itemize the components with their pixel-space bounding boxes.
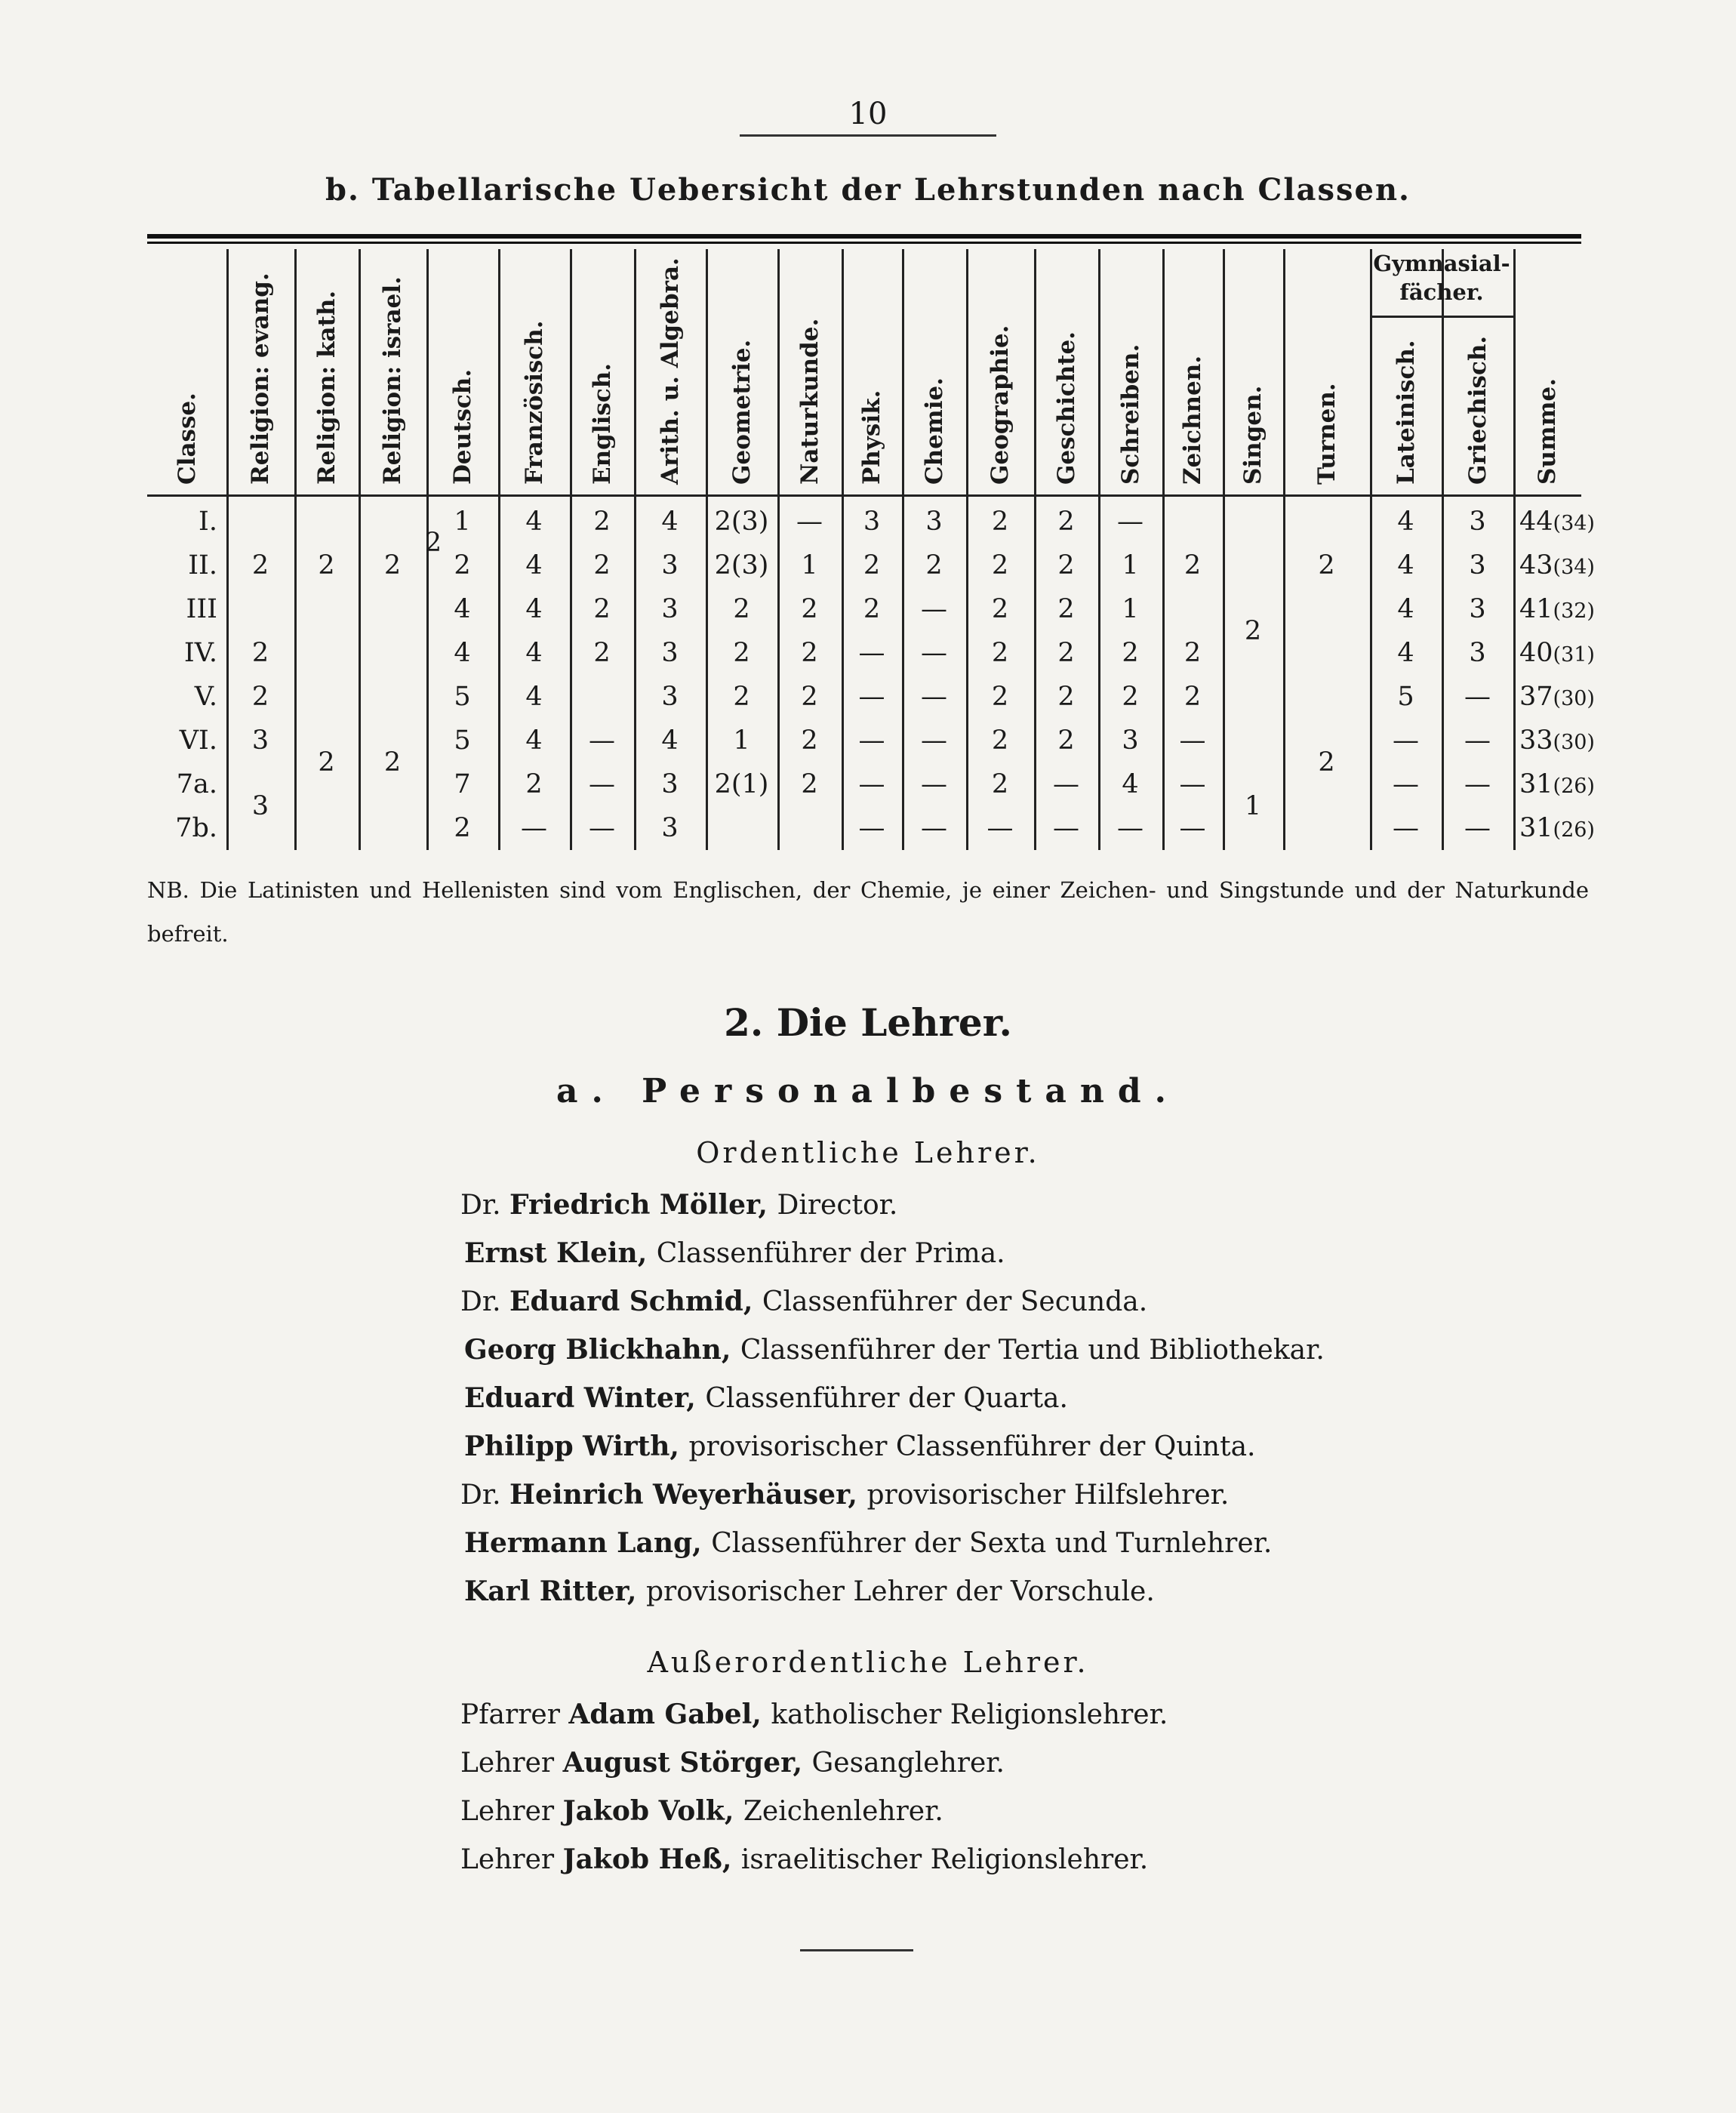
teacher-entry	[460, 1843, 1148, 1875]
table-cell: 1	[1122, 550, 1139, 581]
table-cell: 4	[454, 638, 471, 668]
column-header-label: Religion: kath.	[312, 290, 340, 485]
column-header-label: Englisch.	[588, 362, 616, 485]
merged-cell: 2	[1318, 550, 1335, 581]
table-cell: 5	[1397, 682, 1414, 712]
table-cell: 43(34)	[1519, 550, 1595, 581]
table-cell: 2(3)	[714, 507, 769, 537]
table-cell: 33(30)	[1519, 725, 1595, 756]
teacher-prefix: Lehrer	[460, 1748, 563, 1779]
table-cell: —	[1179, 725, 1206, 756]
table-cell: —	[521, 813, 547, 843]
ausserordentliche-title: Außerordentliche Lehrer.	[647, 1646, 1089, 1679]
column-header	[777, 249, 842, 491]
merged-cell: 2	[383, 550, 402, 581]
gym-group-header: Gymnasial-fächer.	[1373, 251, 1510, 305]
section-title: 2. Die Lehrer.	[724, 1000, 1012, 1045]
column-header-label: Chemie.	[920, 377, 948, 485]
table-cell: —	[1117, 507, 1143, 537]
table-cell: 3	[661, 769, 679, 799]
column-header	[1098, 249, 1162, 491]
table-cell: 2	[991, 594, 1009, 624]
table-cell: 2	[1183, 682, 1202, 712]
merged-cell: 2	[318, 747, 335, 778]
table-cell: 2	[863, 550, 881, 581]
column-header-label: Deutsch.	[448, 368, 476, 485]
merged-cell: 3	[251, 791, 269, 821]
column-header-label: Physik.	[858, 390, 885, 485]
table-cell: 2	[991, 769, 1009, 799]
summe-alt: (34)	[1553, 556, 1595, 579]
teacher-entry	[460, 1795, 943, 1827]
table-cell: —	[921, 594, 947, 624]
column-header-label: Geographie.	[987, 325, 1014, 485]
column-header-label: Religion: evang.	[247, 273, 274, 485]
teacher-prefix: Dr.	[460, 1480, 510, 1511]
column-header-label: Arith. u. Algebra.	[656, 257, 684, 485]
teacher-name: Jakob Heß,	[562, 1843, 741, 1875]
column-header-label: Zeichnen.	[1179, 355, 1206, 485]
table-cell: —	[1393, 769, 1419, 799]
table-cell: —	[1053, 769, 1079, 799]
ordentliche-title: Ordentliche Lehrer.	[696, 1136, 1040, 1169]
table-cell: —	[921, 638, 947, 668]
column-header-label: Schreiben.	[1116, 343, 1144, 485]
table-cell: —	[921, 813, 947, 843]
table-heading: b. Tabellarische Uebersicht der Lehrstunden nach Classen.	[325, 172, 1411, 208]
table-cell: 4	[1397, 594, 1414, 624]
teacher-role: Zeichenlehrer.	[743, 1796, 943, 1827]
table-cell: 3	[1469, 638, 1486, 668]
table-cell: 2	[801, 769, 818, 799]
column-header	[294, 249, 359, 491]
summe-alt: (34)	[1553, 512, 1595, 535]
table-cell: —	[589, 725, 615, 756]
column-header-label: Summe.	[1534, 377, 1561, 485]
table-cell: 5	[454, 682, 471, 712]
row-label: VI.	[179, 725, 217, 756]
table-cell: 31(26)	[1519, 813, 1595, 843]
table-cell: 4	[525, 507, 543, 537]
table-cell: 2	[1057, 550, 1075, 581]
teacher-role: provisorischer Classenführer der Quinta.	[688, 1431, 1256, 1462]
table-cell: —	[921, 769, 947, 799]
column-header	[359, 249, 426, 491]
table-cell: 2	[1057, 638, 1075, 668]
column-header	[498, 249, 570, 491]
table-cell: 4	[525, 550, 543, 581]
summe-alt: (26)	[1553, 818, 1595, 842]
teacher-entry	[460, 1479, 1229, 1511]
table-cell: 2	[454, 813, 471, 843]
table-cell: 2	[733, 682, 750, 712]
teacher-entry	[464, 1334, 1325, 1366]
merged-cell: 2	[424, 528, 442, 558]
teacher-name: Ernst Klein,	[464, 1237, 657, 1269]
column-header	[1370, 321, 1442, 491]
teacher-role: Gesanglehrer.	[811, 1748, 1005, 1779]
table-cell: 2	[1122, 682, 1139, 712]
teacher-name: August Störger,	[562, 1747, 812, 1779]
column-header-label: Singen.	[1239, 385, 1267, 485]
section-subtitle: a. Personalbestand.	[556, 1072, 1180, 1110]
table-cell: 2	[593, 550, 611, 581]
table-cell: 2	[1057, 725, 1075, 756]
teacher-entry	[464, 1527, 1272, 1559]
merged-cell: 2	[1183, 550, 1202, 581]
table-cell: —	[1053, 813, 1079, 843]
table-cell: 44(34)	[1519, 507, 1595, 537]
table-cell: 4	[525, 638, 543, 668]
table-cell: —	[858, 638, 885, 668]
table-cell: 7	[454, 769, 471, 799]
teacher-prefix: Dr.	[460, 1190, 510, 1221]
row-label: 7a.	[176, 769, 217, 799]
teacher-role: israelitischer Religionslehrer.	[740, 1844, 1149, 1875]
column-header-label: Geschichte.	[1052, 331, 1080, 485]
merged-cell: 2	[383, 747, 402, 778]
teacher-name: Philipp Wirth,	[464, 1431, 689, 1462]
table-cell: —	[987, 813, 1014, 843]
table-cell: 4	[1397, 507, 1414, 537]
teacher-role: provisorischer Lehrer der Vorschule.	[645, 1576, 1155, 1607]
teacher-name: Karl Ritter,	[464, 1576, 646, 1607]
column-header	[226, 249, 294, 491]
teacher-role: provisorischer Hilfslehrer.	[866, 1480, 1230, 1511]
table-cell: 2	[863, 594, 881, 624]
table-cell: 37(30)	[1519, 682, 1595, 712]
table-note: NB. Die Latinisten und Hellenisten sind vom Englischen, der Chemie, je einer Zeichen- und Singstunde und der Naturkunde befreit.	[147, 877, 1589, 947]
table-cell: —	[1393, 813, 1419, 843]
table-cell: 1	[801, 550, 818, 581]
column-header	[1223, 249, 1283, 491]
table-cell: 3	[1469, 594, 1486, 624]
teacher-name: Friedrich Möller,	[509, 1189, 777, 1221]
table-cell: 2	[251, 638, 269, 668]
merged-cell: 1	[1244, 791, 1262, 821]
teacher-entry	[460, 1286, 1147, 1317]
table-cell: 40(31)	[1519, 638, 1595, 668]
table-cell: 5	[454, 725, 471, 756]
table-cell: —	[858, 682, 885, 712]
bottom-rule	[800, 1949, 913, 1951]
column-header-label: Französisch.	[520, 320, 548, 485]
table-cell: —	[921, 725, 947, 756]
table-cell: 2	[593, 507, 611, 537]
table-header-rule	[147, 494, 1581, 497]
teacher-role: katholischer Religionslehrer.	[771, 1699, 1168, 1730]
table-top-rule-thin	[147, 242, 1581, 244]
table-cell: 4	[525, 682, 543, 712]
row-label: V.	[194, 682, 217, 712]
merged-cell: 2	[1318, 747, 1335, 778]
teacher-role: Classenführer der Tertia und Bibliothekar.	[740, 1335, 1325, 1366]
table-cell: —	[1179, 813, 1206, 843]
table-cell: 3	[661, 638, 679, 668]
column-header-label: Turnen.	[1313, 383, 1340, 485]
column-header	[842, 249, 902, 491]
table-cell: 2	[525, 769, 543, 799]
table-cell: —	[1464, 682, 1491, 712]
table-cell: —	[1393, 725, 1419, 756]
table-cell: 1	[733, 725, 750, 756]
column-header	[706, 249, 777, 491]
table-top-rule	[147, 234, 1581, 239]
table-cell: 4	[454, 594, 471, 624]
table-cell: 3	[661, 682, 679, 712]
table-cell: 2	[1122, 638, 1139, 668]
teacher-role: Classenführer der Sexta und Turnlehrer.	[711, 1528, 1273, 1559]
table-cell: 2	[454, 550, 471, 581]
table-cell: 2	[991, 507, 1009, 537]
teacher-prefix: Dr.	[460, 1286, 510, 1317]
teacher-prefix: Pfarrer	[460, 1699, 569, 1730]
teacher-entry	[464, 1237, 1005, 1269]
column-header	[147, 249, 226, 491]
table-cell: 3	[1469, 507, 1486, 537]
table-cell: 41(32)	[1519, 594, 1595, 624]
column-header-label: Geometrie.	[728, 339, 756, 485]
page-number: 10	[848, 97, 888, 131]
summe-alt: (30)	[1553, 687, 1595, 710]
table-cell: —	[1179, 769, 1206, 799]
table-cell: 3	[925, 507, 943, 537]
table-cell: 2	[593, 638, 611, 668]
teacher-entry	[464, 1382, 1068, 1414]
teacher-role: Classenführer der Quarta.	[705, 1383, 1068, 1414]
table-cell: 1	[1122, 594, 1139, 624]
merged-cell: 2	[1244, 616, 1262, 646]
table-cell: 4	[1122, 769, 1139, 799]
teacher-role: Director.	[777, 1190, 898, 1221]
table-cell: 31(26)	[1519, 769, 1595, 799]
table-cell: —	[858, 813, 885, 843]
table-cell: 2	[991, 682, 1009, 712]
table-cell: —	[1464, 725, 1491, 756]
table-cell: 3	[251, 725, 269, 756]
table-cell: 4	[1397, 550, 1414, 581]
teacher-entry	[464, 1576, 1155, 1607]
table-cell: 4	[525, 594, 543, 624]
column-header	[1034, 249, 1098, 491]
table-cell: —	[589, 769, 615, 799]
table-cell: 3	[661, 594, 679, 624]
table-cell: —	[858, 769, 885, 799]
column-header	[634, 249, 706, 491]
table-cell: 3	[863, 507, 881, 537]
column-header	[1162, 249, 1223, 491]
teacher-name: Hermann Lang,	[464, 1527, 712, 1559]
table-cell: 2	[1057, 507, 1075, 537]
teacher-role: Classenführer der Secunda.	[762, 1286, 1148, 1317]
table-cell: —	[1464, 769, 1491, 799]
table-cell: 2	[991, 638, 1009, 668]
summe-alt: (31)	[1553, 643, 1595, 667]
teacher-entry	[464, 1431, 1256, 1462]
row-label: 7b.	[175, 813, 217, 843]
table-cell: 3	[1469, 550, 1486, 581]
teacher-name: Heinrich Weyerhäuser,	[509, 1479, 867, 1511]
column-header	[1513, 249, 1581, 491]
teacher-name: Adam Gabel,	[568, 1699, 771, 1730]
column-header-label: Classe.	[173, 393, 201, 485]
table-cell: 2	[733, 638, 750, 668]
table-cell: 2	[1057, 682, 1075, 712]
teacher-name: Eduard Schmid,	[509, 1286, 762, 1317]
table-cell: 2	[593, 594, 611, 624]
merged-cell: 2	[251, 550, 269, 581]
row-label: III	[186, 594, 217, 624]
column-header	[966, 249, 1034, 491]
table-cell: 2(1)	[714, 769, 769, 799]
column-header-label: Lateinisch.	[1392, 340, 1420, 485]
teacher-prefix: Lehrer	[460, 1796, 563, 1827]
column-header	[1283, 249, 1370, 491]
table-cell: —	[1117, 813, 1143, 843]
page-number-rule	[740, 134, 996, 137]
teacher-entry	[460, 1189, 897, 1221]
table-cell: 4	[1397, 638, 1414, 668]
table-cell: 2	[801, 638, 818, 668]
column-header-label: Naturkunde.	[796, 318, 823, 485]
table-cell: 2(3)	[714, 550, 769, 581]
table-cell: 2	[925, 550, 943, 581]
teacher-role: Classenführer der Prima.	[656, 1238, 1005, 1269]
table-cell: 2	[991, 725, 1009, 756]
table-cell: 4	[661, 507, 679, 537]
column-header-label: Religion: israel.	[379, 276, 406, 485]
table-cell: —	[796, 507, 823, 537]
column-header	[570, 249, 634, 491]
column-header-label: Griechisch.	[1464, 335, 1491, 485]
table-cell: 2	[1183, 638, 1202, 668]
table-cell: —	[1464, 813, 1491, 843]
teacher-prefix: Lehrer	[460, 1844, 563, 1875]
table-cell: 2	[251, 682, 269, 712]
column-header	[1442, 321, 1513, 491]
table-cell: —	[921, 682, 947, 712]
table-cell: 3	[661, 813, 679, 843]
table-cell: 2	[801, 594, 818, 624]
table-cell: 2	[801, 682, 818, 712]
summe-alt: (26)	[1553, 775, 1595, 798]
row-label: IV.	[183, 638, 217, 668]
teacher-name: Georg Blickhahn,	[464, 1334, 740, 1366]
summe-alt: (30)	[1553, 731, 1595, 754]
teacher-entry	[460, 1747, 1005, 1779]
table-cell: 2	[733, 594, 750, 624]
teacher-entry	[460, 1699, 1168, 1730]
table-cell: 2	[991, 550, 1009, 581]
teacher-name: Jakob Volk,	[562, 1795, 743, 1827]
table-cell: 2	[1057, 594, 1075, 624]
table-cell: 2	[801, 725, 818, 756]
table-cell: 3	[1122, 725, 1139, 756]
column-header	[902, 249, 966, 491]
row-label: II.	[188, 550, 217, 581]
gym-group-rule	[1370, 316, 1513, 318]
row-label: I.	[199, 507, 217, 537]
table-cell: 4	[661, 725, 679, 756]
merged-cell: 2	[318, 550, 335, 581]
table-cell: 3	[661, 550, 679, 581]
table-cell: 4	[525, 725, 543, 756]
teacher-name: Eduard Winter,	[464, 1382, 706, 1414]
table-cell: —	[589, 813, 615, 843]
column-header	[426, 249, 498, 491]
summe-alt: (32)	[1553, 599, 1595, 623]
table-cell: —	[858, 725, 885, 756]
table-cell: 1	[454, 507, 471, 537]
